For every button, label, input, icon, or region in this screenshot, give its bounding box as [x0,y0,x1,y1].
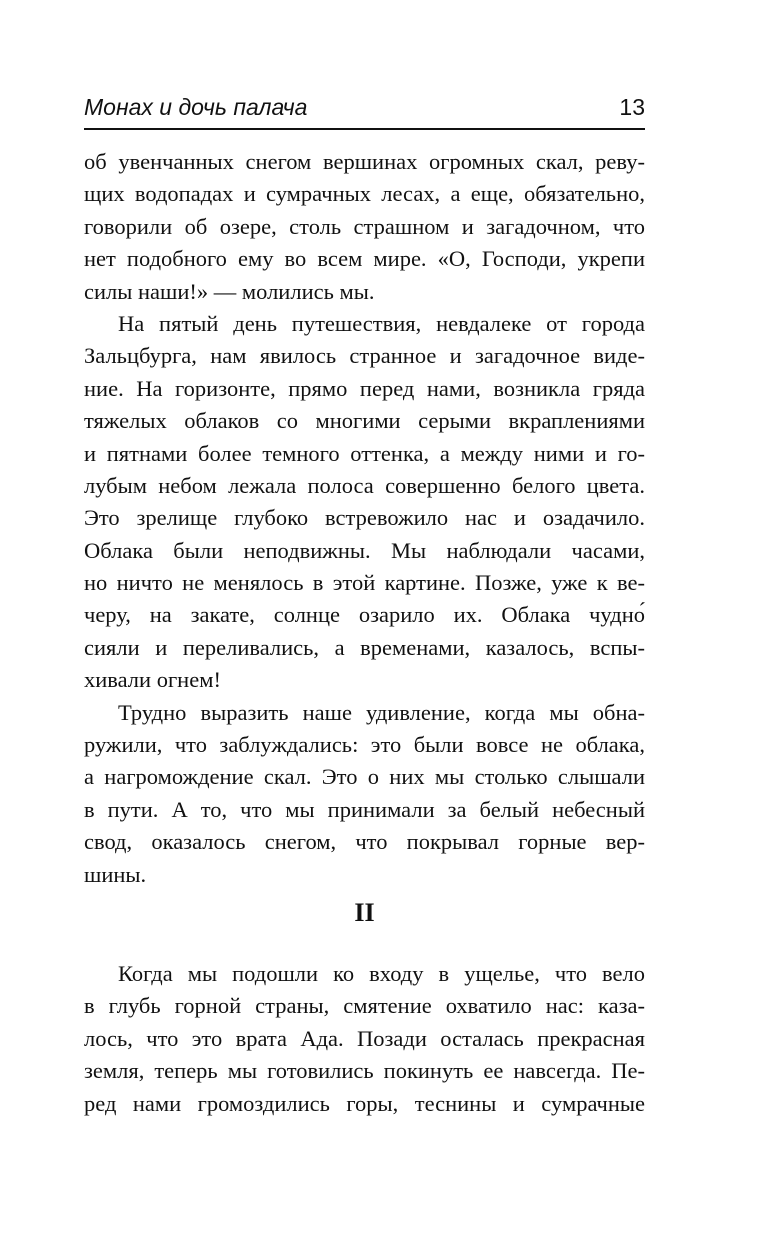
text-line: земля, теперь мы готовились покинуть ее навсегда. Пе- [84,1058,645,1084]
text-line: свод, оказалось снегом, что покрывал горные вер- [84,829,645,855]
text-line: хивали огнем! [84,667,221,693]
section-body-text [84,958,645,1120]
text-line: об увенчанных снегом вершинах огромных скал, реву- [84,149,645,174]
text-line: в глубь горной страны, смятение охватило нас: каза- [84,993,645,1019]
text-line: щих водопадах и сумрачных лесах, а еще, обязательно, [84,181,645,207]
paragraph-4 [84,958,645,1120]
running-header [84,92,645,130]
text-line: На пятый день путешествия, невдалеке от города [118,310,645,336]
body-text [84,146,645,891]
text-line: Когда мы подошли ко входу в ущелье, что вело [118,961,645,986]
text-line: и пятнами более темного оттенка, а между ними и го- [84,440,645,466]
text-line: Это зрелище глубоко встревожило нас и озадачило. [84,505,645,531]
text-line: силы наши!» — молились мы. [84,278,375,304]
text-line: в пути. А то, что мы принимали за белый небесный [84,796,645,822]
page-number: 13 [619,94,645,120]
paragraph-3 [84,697,645,891]
text-line: ние. На горизонте, прямо перед нами, возникла гряда [84,375,645,401]
text-line: сияли и переливались, а временами, казалось, вспы- [84,634,645,660]
text-line: Зальцбурга, нам явилось странное и загадочное виде- [84,343,645,369]
paragraph-2 [84,308,645,697]
text-line: говорили об озере, столь страшном и загадочном, что [84,213,645,239]
text-line: Облака были неподвижны. Мы наблюдали часами, [84,537,645,563]
text-line: а нагромождение скал. Это о них мы столько слышали [84,764,645,790]
paragraph-1 [84,146,645,308]
text-line: шины. [84,861,147,887]
section-heading: II [354,898,375,927]
text-line: нет подобного ему во всем мире. «О, Господи, укрепи [84,246,645,272]
text-line: лубым небом лежала полоса совершенно белого цвета. [84,472,645,498]
text-line: черу, на закате, солнце озарило их. Облака чудно́ [84,602,645,628]
text-line: Трудно выразить наше удивление, когда мы обна- [118,699,645,725]
book-title: Монах и дочь палача [84,94,308,120]
text-line: лось, что это врата Ада. Позади осталась прекрасная [84,1025,645,1051]
text-line: ред нами громоздились горы, теснины и сумрачные [84,1090,645,1116]
text-line: но ничто не менялось в этой картине. Позже, уже к ве- [84,570,645,596]
text-line: тяжелых облаков со многими серыми вкраплениями [84,408,645,434]
text-line: ружили, что заблуждались: это были вовсе не облака, [84,732,645,758]
